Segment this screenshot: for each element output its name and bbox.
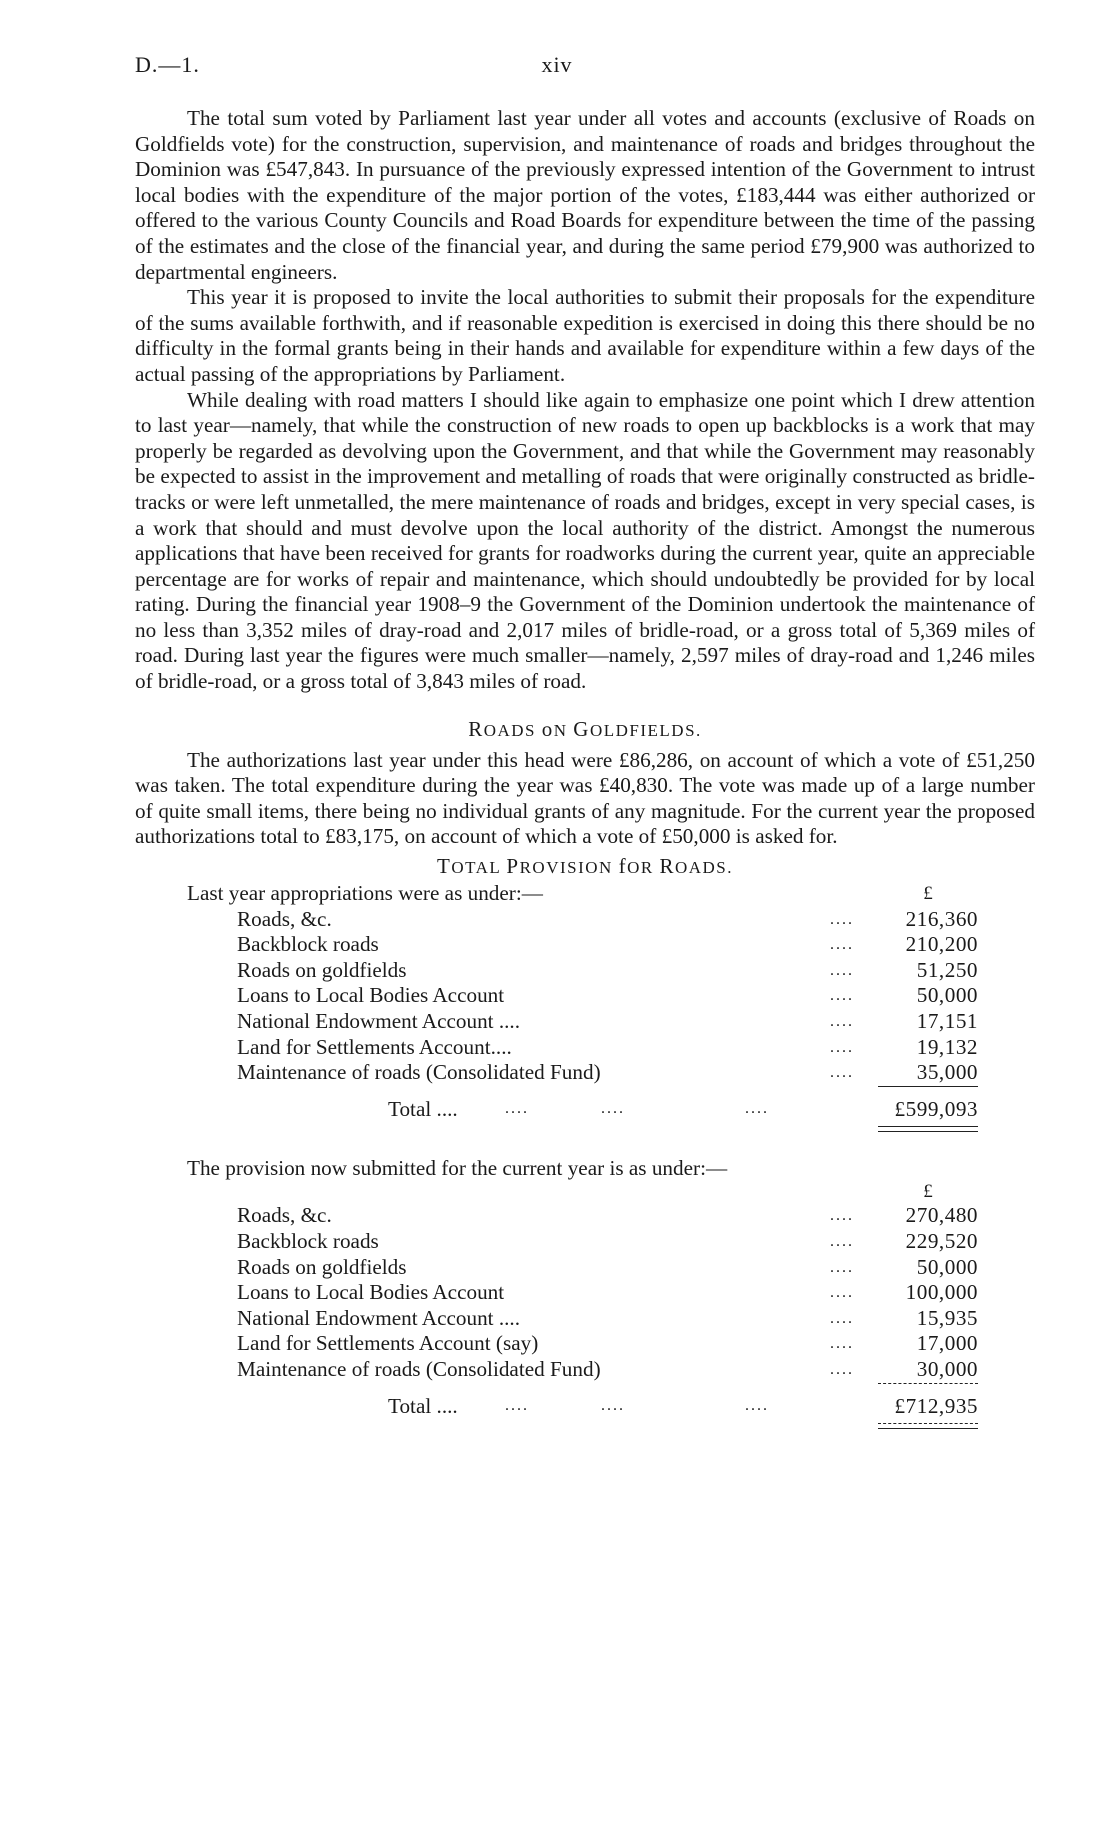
total-value: £712,935 [894, 1393, 978, 1418]
table-row: National Endowment Account .... .... 15,935 [237, 1305, 978, 1330]
paragraph-goldfields: The authorizations last year under this head were £86,286, on account of which a vote of £51,250 was taken. The total expenditure during the year was £40,830. The vote was made up of a large number of quite small items, there being no individual grants of any magnitude. For the current year the proposed authorizations total to £83,175, on account of which a vote of £50,000 is asked for. [135, 747, 1035, 849]
row-value: 216,360 [905, 906, 978, 931]
row-label: Loans to Local Bodies Account [237, 983, 505, 1008]
table-row: Loans to Local Bodies Account .... 100,000 [237, 1280, 978, 1305]
row-value: 51,250 [916, 957, 978, 982]
row-label: Backblock roads [237, 1228, 379, 1253]
row-value: 17,000 [916, 1331, 978, 1356]
table-row: Backblock roads .... 210,200 [237, 932, 978, 957]
table-row: National Endowment Account .... .... 17,151 [237, 1009, 978, 1033]
row-label: Land for Settlements Account.... [237, 1034, 512, 1059]
row-value: 50,000 [916, 983, 978, 1008]
main-content [135, 106, 1035, 1433]
table-row: Roads on goldfields .... 50,000 [237, 1254, 978, 1279]
table-row: Land for Settlements Account.... .... 19,132 [237, 1034, 978, 1059]
table-row: Maintenance of roads (Consolidated Fund) .... 30,000 [237, 1356, 978, 1381]
table-row: Maintenance of roads (Consolidated Fund) .... 35,000 [237, 1060, 978, 1085]
row-label: Roads on goldfields [237, 957, 407, 982]
row-value: 229,520 [905, 1228, 978, 1253]
row-label: Roads, &c. [237, 1203, 332, 1228]
row-value: 100,000 [905, 1280, 978, 1305]
row-value: 19,132 [916, 1034, 978, 1059]
current-year-intro: The provision now submitted for the current year is as under:— [187, 1155, 728, 1180]
row-value: 35,000 [916, 1060, 978, 1085]
row-value: 17,151 [916, 1009, 978, 1033]
table-row: Roads, &c. .... 270,480 [237, 1203, 978, 1228]
row-value: 270,480 [905, 1203, 978, 1228]
current-year-table [135, 1156, 1035, 1433]
page-number: xiv [541, 52, 573, 77]
goldfields-heading: ROADS oN GOLDFIELDS. [468, 716, 702, 741]
row-label: Roads on goldfields [237, 1254, 407, 1279]
row-label: Roads, &c. [237, 906, 332, 931]
currency-header: £ [923, 1181, 933, 1203]
last-year-intro: Last year appropriations were as under:— £ [135, 881, 1035, 907]
row-label: National Endowment Account .... [237, 1009, 521, 1033]
last-year-total-row: Total .... .... .... .... £599,093 [135, 1092, 1035, 1126]
row-value: 210,200 [905, 932, 978, 957]
currency-header: £ [923, 883, 933, 905]
total-label: Total .... [388, 1393, 458, 1418]
row-label: Loans to Local Bodies Account [237, 1280, 505, 1305]
last-year-table [135, 881, 1035, 1136]
current-year-total-row: Total .... .... .... .... £712,935 [135, 1389, 1035, 1423]
table-row: Roads on goldfields .... 51,250 [237, 957, 978, 982]
row-label: Backblock roads [237, 932, 379, 957]
document-reference: D.—1. [135, 52, 200, 77]
page-header [135, 52, 979, 82]
total-double-rule [135, 1126, 1035, 1136]
row-value: 50,000 [916, 1254, 978, 1279]
total-value: £599,093 [894, 1096, 978, 1121]
total-double-rule [135, 1423, 1035, 1433]
total-label: Total .... [388, 1096, 458, 1121]
table-row: Land for Settlements Account (say) .... 17,000 [237, 1331, 978, 1356]
row-value: 15,935 [916, 1305, 978, 1330]
paragraph-proposal: This year it is proposed to invite the local authorities to submit their proposals for the expenditure of the sums available forthwith, and if reasonable expedition is exercised in doing this there should be no difficulty in the formal grants being in their hands and available for expenditure within a few days of the actual passing of the appropriations by Parliament. [135, 285, 1035, 386]
provision-heading: TOTAL PROVISION fOR ROADS. [436, 854, 734, 879]
row-label: Maintenance of roads (Consolidated Fund) [237, 1356, 601, 1381]
row-label: Land for Settlements Account (say) [237, 1331, 539, 1356]
paragraph-road-matters: While dealing with road matters I should like again to emphasize one point which I drew attention to last year—namely, that while the construction of new roads to open up backblocks is a work that may properly be regarded as devolving upon the Government, and that while the Government may reasonably be expected to assist in the improvement and metalling of roads that were originally constructed as bridle-tracks or were left unmetalled, the mere maintenance of roads and bridges, except in very special cases, is a work that should and must devolve upon the local authority of the district. Amongst the numerous applications that have been received for grants for roadworks during the current year, quite an appreciable percentage are for works of repair and maintenance, which should undoubtedly be provided for by local rating. During the financial year 1908–9 the Government of the Dominion undertook the maintenance of no less than 3,352 miles of dray-road and 2,017 miles of bridle-road, or a gross total of 5,369 miles of road. During last year the figures were much smaller—namely, 2,597 miles of dray-road and 1,246 miles of bridle-road, or a gross total of 3,843 miles of road. [135, 387, 1035, 694]
table-row: Loans to Local Bodies Account .... 50,000 [237, 983, 978, 1008]
paragraph-total-sum: The total sum voted by Parliament last year under all votes and accounts (exclusive of Roads on Goldfields vote) for the construction, supervision, and maintenance of roads and bridges throughout the Dominion was £547,843. In pursuance of the previously expressed intention of the Government to intrust local bodies with the expenditure of the major portion of the votes, £183,444 was either authorized or offered to the various County Councils and Road Boards for expenditure between the time of the passing of the estimates and the close of the financial year, and during the same period £79,900 was authorized to departmental engineers. [135, 106, 1035, 284]
row-label: National Endowment Account .... [237, 1305, 521, 1330]
table-row: Roads, &c. .... 216,360 [237, 906, 978, 931]
row-label: Maintenance of roads (Consolidated Fund) [237, 1060, 601, 1085]
row-value: 30,000 [916, 1356, 978, 1381]
table-row: Backblock roads .... 229,520 [237, 1228, 978, 1253]
